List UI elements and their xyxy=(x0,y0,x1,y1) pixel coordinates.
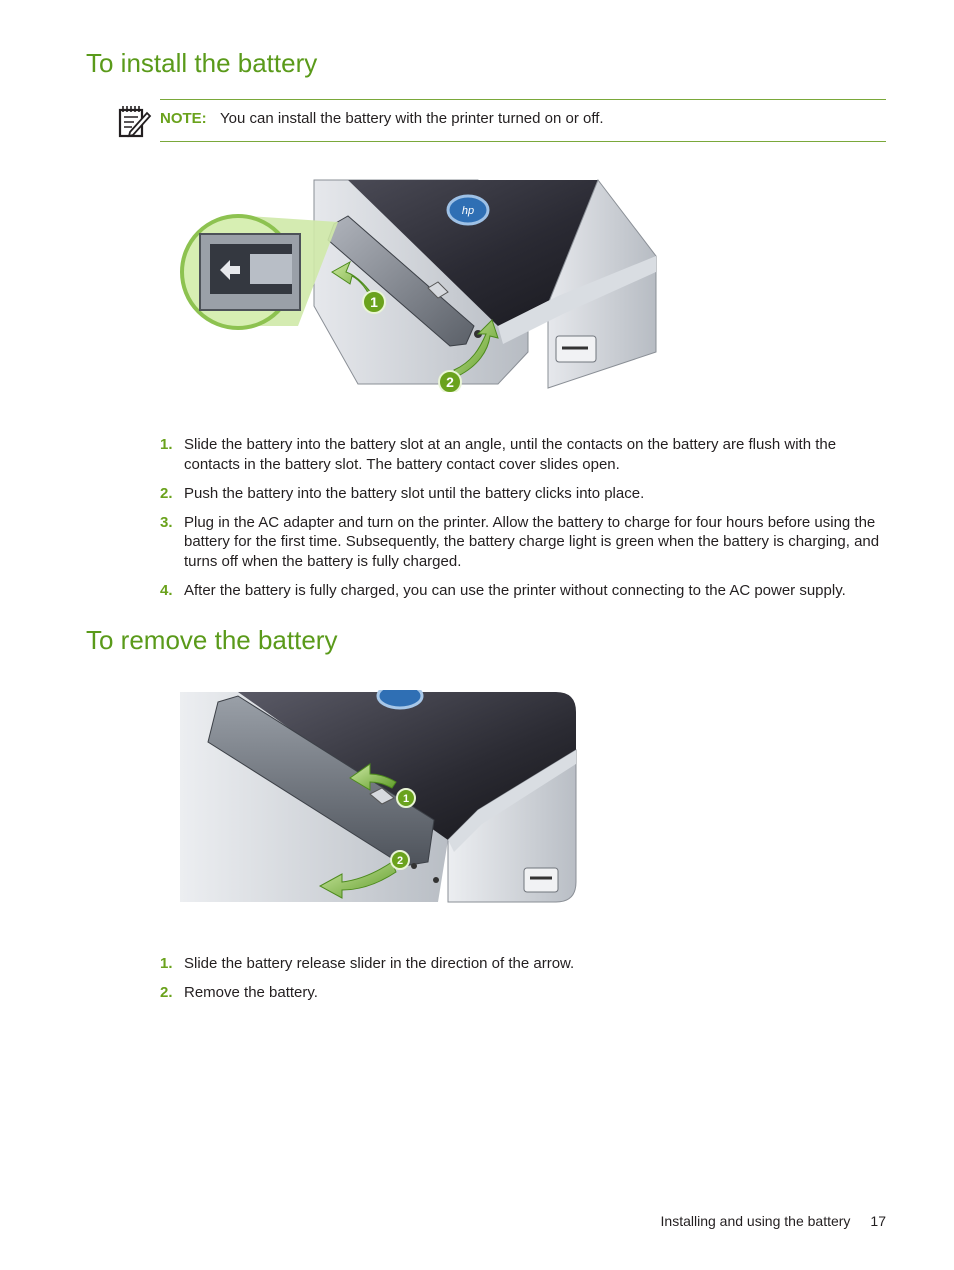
page-footer xyxy=(661,1213,886,1229)
step-text: Remove the battery. xyxy=(184,984,318,1001)
install-callout-1: 1 xyxy=(370,294,378,310)
remove-callout-1: 1 xyxy=(402,793,410,805)
step-text: Plug in the AC adapter and turn on the printer. Allow the battery to charge for four hours before using the battery for the first time. Subsequently, the battery charge light is green when the battery is charging, and turns off when the battery is fully charged. xyxy=(184,513,880,570)
list-item xyxy=(160,954,886,974)
remove-steps-list xyxy=(160,954,886,1012)
install-callout-2: 2 xyxy=(446,374,454,390)
remove-battery-illustration xyxy=(178,690,578,904)
note-box xyxy=(160,99,886,142)
step-text: Push the battery into the battery slot until the battery clicks into place. xyxy=(184,484,645,502)
page-title-remove: To remove the battery xyxy=(86,625,338,655)
list-item xyxy=(160,581,886,601)
step-number: 2. xyxy=(160,984,173,1001)
list-item xyxy=(160,484,886,504)
step-text: Slide the battery release slider in the direction of the arrow. xyxy=(184,955,575,972)
note-text: You can install the battery with the printer turned on or off. xyxy=(220,110,604,127)
note-label: NOTE: xyxy=(160,110,207,127)
note-icon xyxy=(116,102,152,138)
step-number: 1. xyxy=(160,436,173,453)
step-number: 2. xyxy=(160,484,173,502)
step-text: Slide the battery into the battery slot at an angle, until the contacts on the battery are flush with the contacts in the battery slot. The battery contact cover slides open. xyxy=(184,436,837,473)
svg-text:hp: hp xyxy=(461,205,475,217)
install-battery-illustration xyxy=(178,176,658,392)
page-title-install: To install the battery xyxy=(86,48,318,78)
list-item xyxy=(160,513,886,572)
remove-callout-2: 2 xyxy=(396,855,404,867)
list-item xyxy=(160,435,886,474)
step-text: After the battery is fully charged, you can use the printer without connecting to the AC power supply. xyxy=(184,581,846,599)
step-number: 4. xyxy=(160,581,173,599)
page-number: 17 xyxy=(870,1213,886,1229)
footer-section-title: Installing and using the battery xyxy=(660,1213,851,1229)
install-steps-list xyxy=(160,435,886,610)
step-number: 1. xyxy=(160,955,173,972)
list-item xyxy=(160,983,886,1003)
step-number: 3. xyxy=(160,513,173,531)
